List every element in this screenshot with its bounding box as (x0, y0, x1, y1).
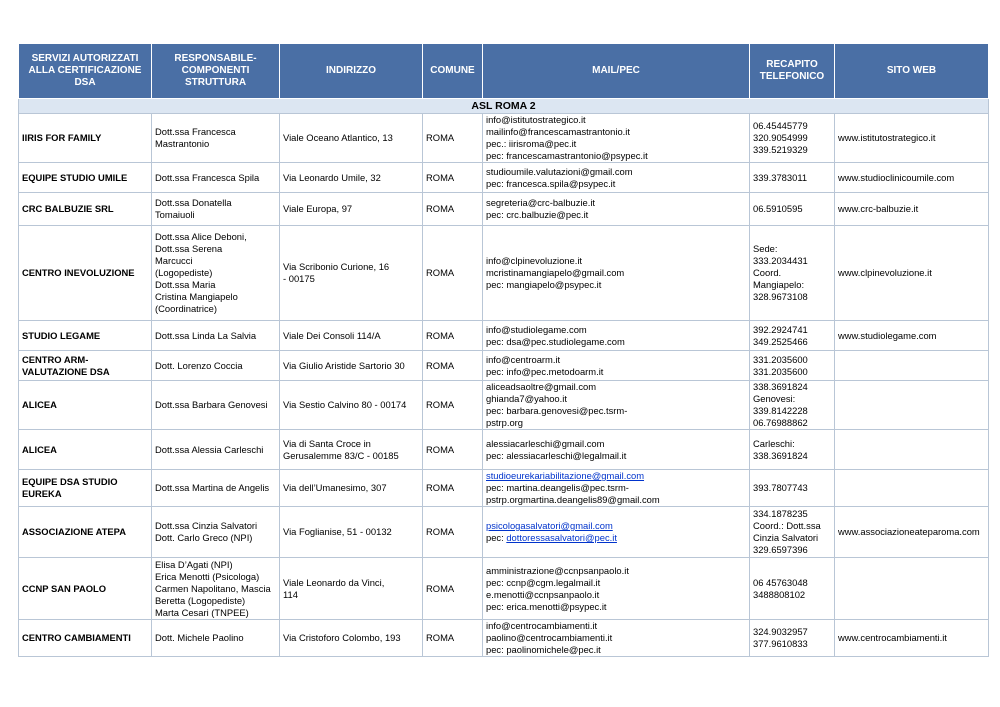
email-address: alessiacarleschi@gmail.com (486, 437, 605, 449)
service-name-cell: EQUIPE DSA STUDIO EUREKA (19, 470, 152, 507)
indirizzo-cell: Viale Oceano Atlantico, 13 (280, 114, 423, 163)
table-row (19, 114, 989, 163)
mail-pec-cell (483, 351, 750, 381)
table-row (19, 470, 989, 507)
comune-cell: ROMA (423, 507, 483, 558)
header-indirizzo: INDIRIZZO (280, 44, 423, 99)
responsabile-cell: Dott. Michele Paolino (152, 620, 280, 657)
indirizzo-cell: Via Leonardo Umile, 32 (280, 163, 423, 193)
sito-web-cell[interactable]: www.studiolegame.com (835, 321, 989, 351)
table-row (19, 163, 989, 193)
responsabile-cell: Dott.ssa Donatella Tomaiuoli (152, 193, 280, 226)
table-row (19, 381, 989, 430)
table-row (19, 620, 989, 657)
indirizzo-cell: Viale Europa, 97 (280, 193, 423, 226)
header-responsabile: RESPONSABILE-COMPONENTI STRUTTURA (152, 44, 280, 99)
mail-pec-cell (483, 163, 750, 193)
comune-cell: ROMA (423, 558, 483, 620)
services-table (18, 43, 989, 657)
service-name-cell: ALICEA (19, 381, 152, 430)
table-row (19, 193, 989, 226)
recapito-cell: 331.2035600 331.2035600 (750, 351, 835, 381)
email-address: e.menotti@ccnpsanpaolo.it (486, 588, 600, 600)
email-address: info@studiolegame.com (486, 323, 587, 335)
header-recapito: RECAPITO TELEFONICO (750, 44, 835, 99)
service-name-cell: ALICEA (19, 430, 152, 470)
indirizzo-cell: Via Sestio Calvino 80 - 00174 (280, 381, 423, 430)
responsabile-cell: Dott.ssa Martina de Angelis (152, 470, 280, 507)
indirizzo-cell: Via Scribonio Curione, 16 - 00175 (280, 226, 423, 321)
email-link[interactable]: studioeurekariabilitazione@gmail.com (486, 470, 645, 481)
email-link[interactable]: pec: dottoressasalvatori@pec.it (486, 532, 617, 543)
email-link[interactable]: psicologasalvatori@gmail.com (486, 520, 613, 531)
email-address: pec: francescamastrantonio@psypec.it (486, 150, 648, 161)
recapito-cell: Sede: 333.2034431 Coord. Mangiapelo: 328.9673108 (750, 226, 835, 321)
table-row (19, 226, 989, 321)
header-servizi: SERVIZI AUTORIZZATI ALLA CERTIFICAZIONE DSA (19, 44, 152, 99)
sito-web-cell[interactable]: www.crc-balbuzie.it (835, 193, 989, 226)
email-address: mailinfo@francescamastrantonio.it (486, 126, 630, 137)
comune-cell: ROMA (423, 430, 483, 470)
sito-web-cell[interactable]: www.istitutostrategico.it (835, 114, 989, 163)
recapito-cell: 334.1878235 Coord.: Dott.ssa Cinzia Salvatori 329.6597396 (750, 507, 835, 558)
comune-cell: ROMA (423, 470, 483, 507)
table-row (19, 351, 989, 381)
section-row (19, 99, 989, 114)
sito-web-cell (835, 558, 989, 620)
email-address: info@clpinevoluzione.it (486, 255, 583, 266)
recapito-cell: 06.5910595 (750, 193, 835, 226)
comune-cell: ROMA (423, 381, 483, 430)
service-name-cell: EQUIPE STUDIO UMILE (19, 163, 152, 193)
indirizzo-cell: Via dell’Umanesimo, 307 (280, 470, 423, 507)
service-name-cell: CCNP SAN PAOLO (19, 558, 152, 620)
sito-web-cell[interactable]: www.clpinevoluzione.it (835, 226, 989, 321)
responsabile-cell: Dott.ssa Linda La Salvia (152, 321, 280, 351)
sito-web-cell (835, 470, 989, 507)
service-name-cell: CENTRO ARM- VALUTAZIONE DSA (19, 351, 152, 381)
comune-cell: ROMA (423, 620, 483, 657)
indirizzo-cell: Via Giulio Aristide Sartorio 30 (280, 351, 423, 381)
comune-cell: ROMA (423, 163, 483, 193)
header-comune: COMUNE (423, 44, 483, 99)
email-address: info@istitutostrategico.it (486, 114, 586, 125)
table-row (19, 321, 989, 351)
indirizzo-cell: Viale Dei Consoli 114/A (280, 321, 423, 351)
comune-cell: ROMA (423, 351, 483, 381)
mail-pec-cell (483, 470, 750, 507)
responsabile-cell: Dott.ssa Cinzia Salvatori Dott. Carlo Greco (NPI) (152, 507, 280, 558)
recapito-cell: 338.3691824 Genovesi: 339.8142228 06.76988862 (750, 381, 835, 430)
responsabile-cell: Dott.ssa Francesca Spila (152, 163, 280, 193)
mail-pec-cell (483, 558, 750, 620)
email-address: pec: erica.menotti@psypec.it (486, 600, 607, 612)
comune-cell: ROMA (423, 226, 483, 321)
service-name-cell: CENTRO INEVOLUZIONE (19, 226, 152, 321)
sito-web-cell[interactable]: www.studioclinicoumile.com (835, 163, 989, 193)
email-address: pec: francesca.spila@psypec.it (486, 177, 616, 189)
email-address: amministrazione@ccnpsanpaolo.it (486, 564, 629, 576)
email-address: info@centrocambiamenti.it (486, 620, 598, 631)
email-address: segreteria@crc-balbuzie.it (486, 197, 596, 208)
service-name-cell: CRC BALBUZIE SRL (19, 193, 152, 226)
email-address: pstrp.org (486, 417, 523, 428)
mail-pec-cell (483, 193, 750, 226)
table-row (19, 430, 989, 470)
email-address: pec: crc.balbuzie@pec.it (486, 209, 589, 220)
email-address: pec: mangiapelo@psypec.it (486, 279, 602, 290)
recapito-cell: 392.2924741 349.2525466 (750, 321, 835, 351)
comune-cell: ROMA (423, 321, 483, 351)
indirizzo-cell: Via di Santa Croce in Gerusalemme 83/C - 00185 (280, 430, 423, 470)
mail-pec-cell (483, 226, 750, 321)
email-address: ghianda7@yahoo.it (486, 393, 567, 404)
indirizzo-cell: Via Foglianise, 51 - 00132 (280, 507, 423, 558)
table-body (19, 99, 989, 657)
email-address: pec: dsa@pec.studiolegame.com (486, 335, 625, 347)
email-address: info@centroarm.it (486, 353, 561, 365)
service-name-cell: STUDIO LEGAME (19, 321, 152, 351)
service-name-cell: CENTRO CAMBIAMENTI (19, 620, 152, 657)
header-row (19, 44, 989, 99)
responsabile-cell: Dott.ssa Barbara Genovesi (152, 381, 280, 430)
mail-pec-cell (483, 114, 750, 163)
sito-web-cell[interactable]: www.centrocambiamenti.it (835, 620, 989, 657)
comune-cell: ROMA (423, 193, 483, 226)
responsabile-cell: Dott. Lorenzo Coccia (152, 351, 280, 381)
responsabile-cell: Dott.ssa Francesca Mastrantonio (152, 114, 280, 163)
email-address: pec: paolinomichele@pec.it (486, 644, 601, 655)
recapito-cell: 393.7807743 (750, 470, 835, 507)
email-address: pec: info@pec.metodoarm.it (486, 365, 604, 377)
indirizzo-cell: Via Cristoforo Colombo, 193 (280, 620, 423, 657)
email-address: paolino@centrocambiamenti.it (486, 632, 613, 643)
section-title: ASL ROMA 2 (19, 99, 989, 114)
email-address: studioumile.valutazioni@gmail.com (486, 165, 633, 177)
indirizzo-cell: Viale Leonardo da Vinci, 114 (280, 558, 423, 620)
table-row (19, 507, 989, 558)
sito-web-cell (835, 351, 989, 381)
recapito-cell: 339.3783011 (750, 163, 835, 193)
email-address: pec: martina.deangelis@pec.tsrm- (486, 482, 629, 493)
header-sito-web: SITO WEB (835, 44, 989, 99)
email-address: pec: barbara.genovesi@pec.tsrm- (486, 405, 628, 416)
email-address: pec: ccnp@cgm.legalmail.it (486, 576, 601, 588)
mail-pec-cell (483, 620, 750, 657)
header-mail-pec: MAIL/PEC (483, 44, 750, 99)
email-address: pstrp.orgmartina.deangelis89@gmail.com (486, 494, 660, 505)
responsabile-cell: Dott.ssa Alice Deboni, Dott.ssa Serena Marcucci (Logopediste) Dott.ssa Maria Cristina Mangiapelo (Coordinatrice) (152, 226, 280, 321)
services-table-sheet (18, 43, 988, 657)
recapito-cell: 324.9032957 377.9610833 (750, 620, 835, 657)
mail-pec-cell (483, 321, 750, 351)
service-name-cell: IIRIS FOR FAMILY (19, 114, 152, 163)
sito-web-cell (835, 381, 989, 430)
service-name-cell: ASSOCIAZIONE ATEPA (19, 507, 152, 558)
comune-cell: ROMA (423, 114, 483, 163)
email-address: aliceadsaoltre@gmail.com (486, 381, 597, 392)
recapito-cell: 06.45445779 320.9054999 339.5219329 (750, 114, 835, 163)
sito-web-cell (835, 430, 989, 470)
email-address: pec: alessiacarleschi@legalmail.it (486, 449, 627, 461)
email-address: pec.: iirisroma@pec.it (486, 138, 577, 149)
table-row (19, 558, 989, 620)
sito-web-cell[interactable]: www.associazioneateparoma.com (835, 507, 989, 558)
responsabile-cell: Dott.ssa Alessia Carleschi (152, 430, 280, 470)
mail-pec-cell (483, 430, 750, 470)
responsabile-cell: Elisa D’Agati (NPI) Erica Menotti (Psicologa) Carmen Napolitano, Mascia Beretta (Logopediste) Marta Cesari (TNPEE) (152, 558, 280, 620)
recapito-cell: Carleschi: 338.3691824 (750, 430, 835, 470)
mail-pec-cell (483, 381, 750, 430)
recapito-cell: 06 45763048 3488808102 (750, 558, 835, 620)
email-address: mcristinamangiapelo@gmail.com (486, 267, 625, 278)
mail-pec-cell (483, 507, 750, 558)
